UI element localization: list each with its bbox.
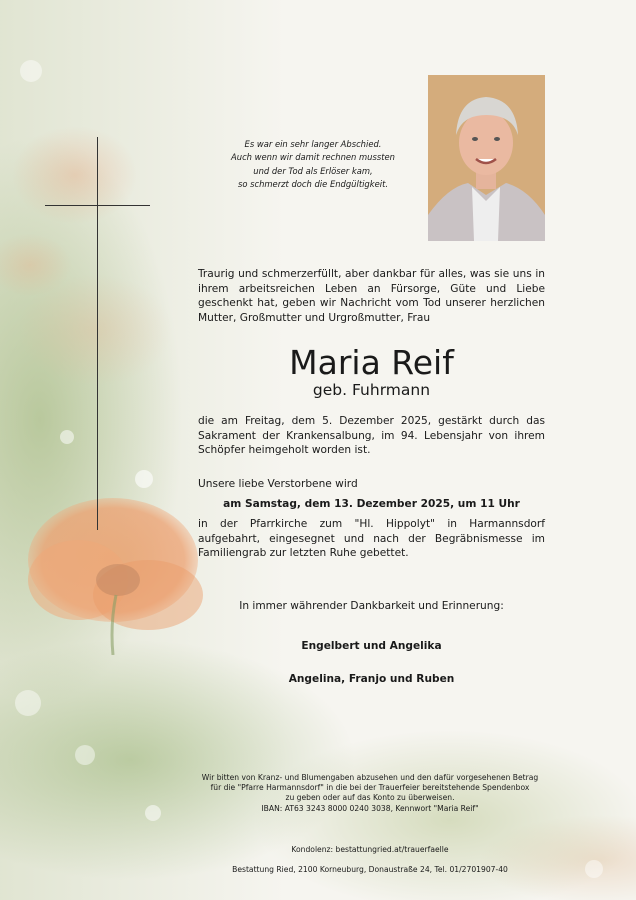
donation-line: für die "Pfarre Harmannsdorf" in die bei der Trauerfeier bereitstehende Spendenbox [210,783,530,793]
deceased-name: Maria Reif [289,343,454,382]
quote-line: Auch wenn wir damit rechnen mussten [231,152,395,163]
maiden-name: geb. Fuhrmann [312,381,431,399]
intro-paragraph: Traurig und schmerzerfüllt, aber dankbar für alles, was sie uns in ihrem arbeitsreichen Leben an Fürsorge, Güte und Liebe geschenkt hat, geben wir Nachricht vom Tod unserer herzlichen Mutter, Großmutter und Urgroßmutter, Frau [198,268,545,324]
death-notice-paragraph: die am Freitag, dem 5. Dezember 2025, gestärkt durch das Sakrament der Krankensalbung, im 94. Lebensjahr von ihrem Schöpfer heimgeholt worden ist. [198,415,545,456]
funeral-date: am Samstag, dem 13. Dezember 2025, um 11 Uhr [223,498,520,510]
quote-line: Es war ein sehr langer Abschied. [244,139,382,149]
light-sparkle [15,690,41,716]
closing-line: In immer währender Dankbarkeit und Erinnerung: [239,600,504,612]
cross-horizontal-bar [45,205,150,206]
funeral-intro: Unsere liebe Verstorbene wird [198,478,358,490]
quote-line: und der Tod als Erlöser kam, [253,165,373,176]
donation-line: Wir bitten von Kranz- und Blumengaben abzusehen und den dafür vorgesehenen Betrag [201,773,539,782]
undertaker-info: Bestattung Ried, 2100 Korneuburg, Donaustraße 24, Tel. 01/2701907-40 [232,865,508,874]
light-sparkle [135,470,153,488]
donation-note [150,773,590,814]
donation-line: IBAN: AT63 3243 8000 0240 3038, Kennwort "Maria Reif" [261,803,479,813]
donation-line: zu geben oder auf das Konto zu überweisen. [285,793,455,803]
light-sparkle [60,430,74,444]
funeral-details: in der Pfarrkirche zum "Hl. Hippolyt" in Harmannsdorf aufgebahrt, eingesegnet und nach der Begräbnismesse im Familiengrab zur letzten Ruhe gebettet. [198,518,545,559]
cross-vertical-bar [97,137,98,530]
poppy-flower-image [18,485,218,655]
memorial-quote [198,138,428,191]
light-sparkle [75,745,95,765]
mourner-family: Angelina, Franjo und Ruben [288,673,455,685]
portrait-photo [428,75,545,241]
light-sparkle [20,60,42,82]
condolence-link: Kondolenz: bestattungried.at/trauerfaelle [291,845,449,854]
quote-line: so schmerzt doch die Endgültigkeit. [237,178,389,189]
mourner-family: Engelbert und Angelika [301,640,442,652]
